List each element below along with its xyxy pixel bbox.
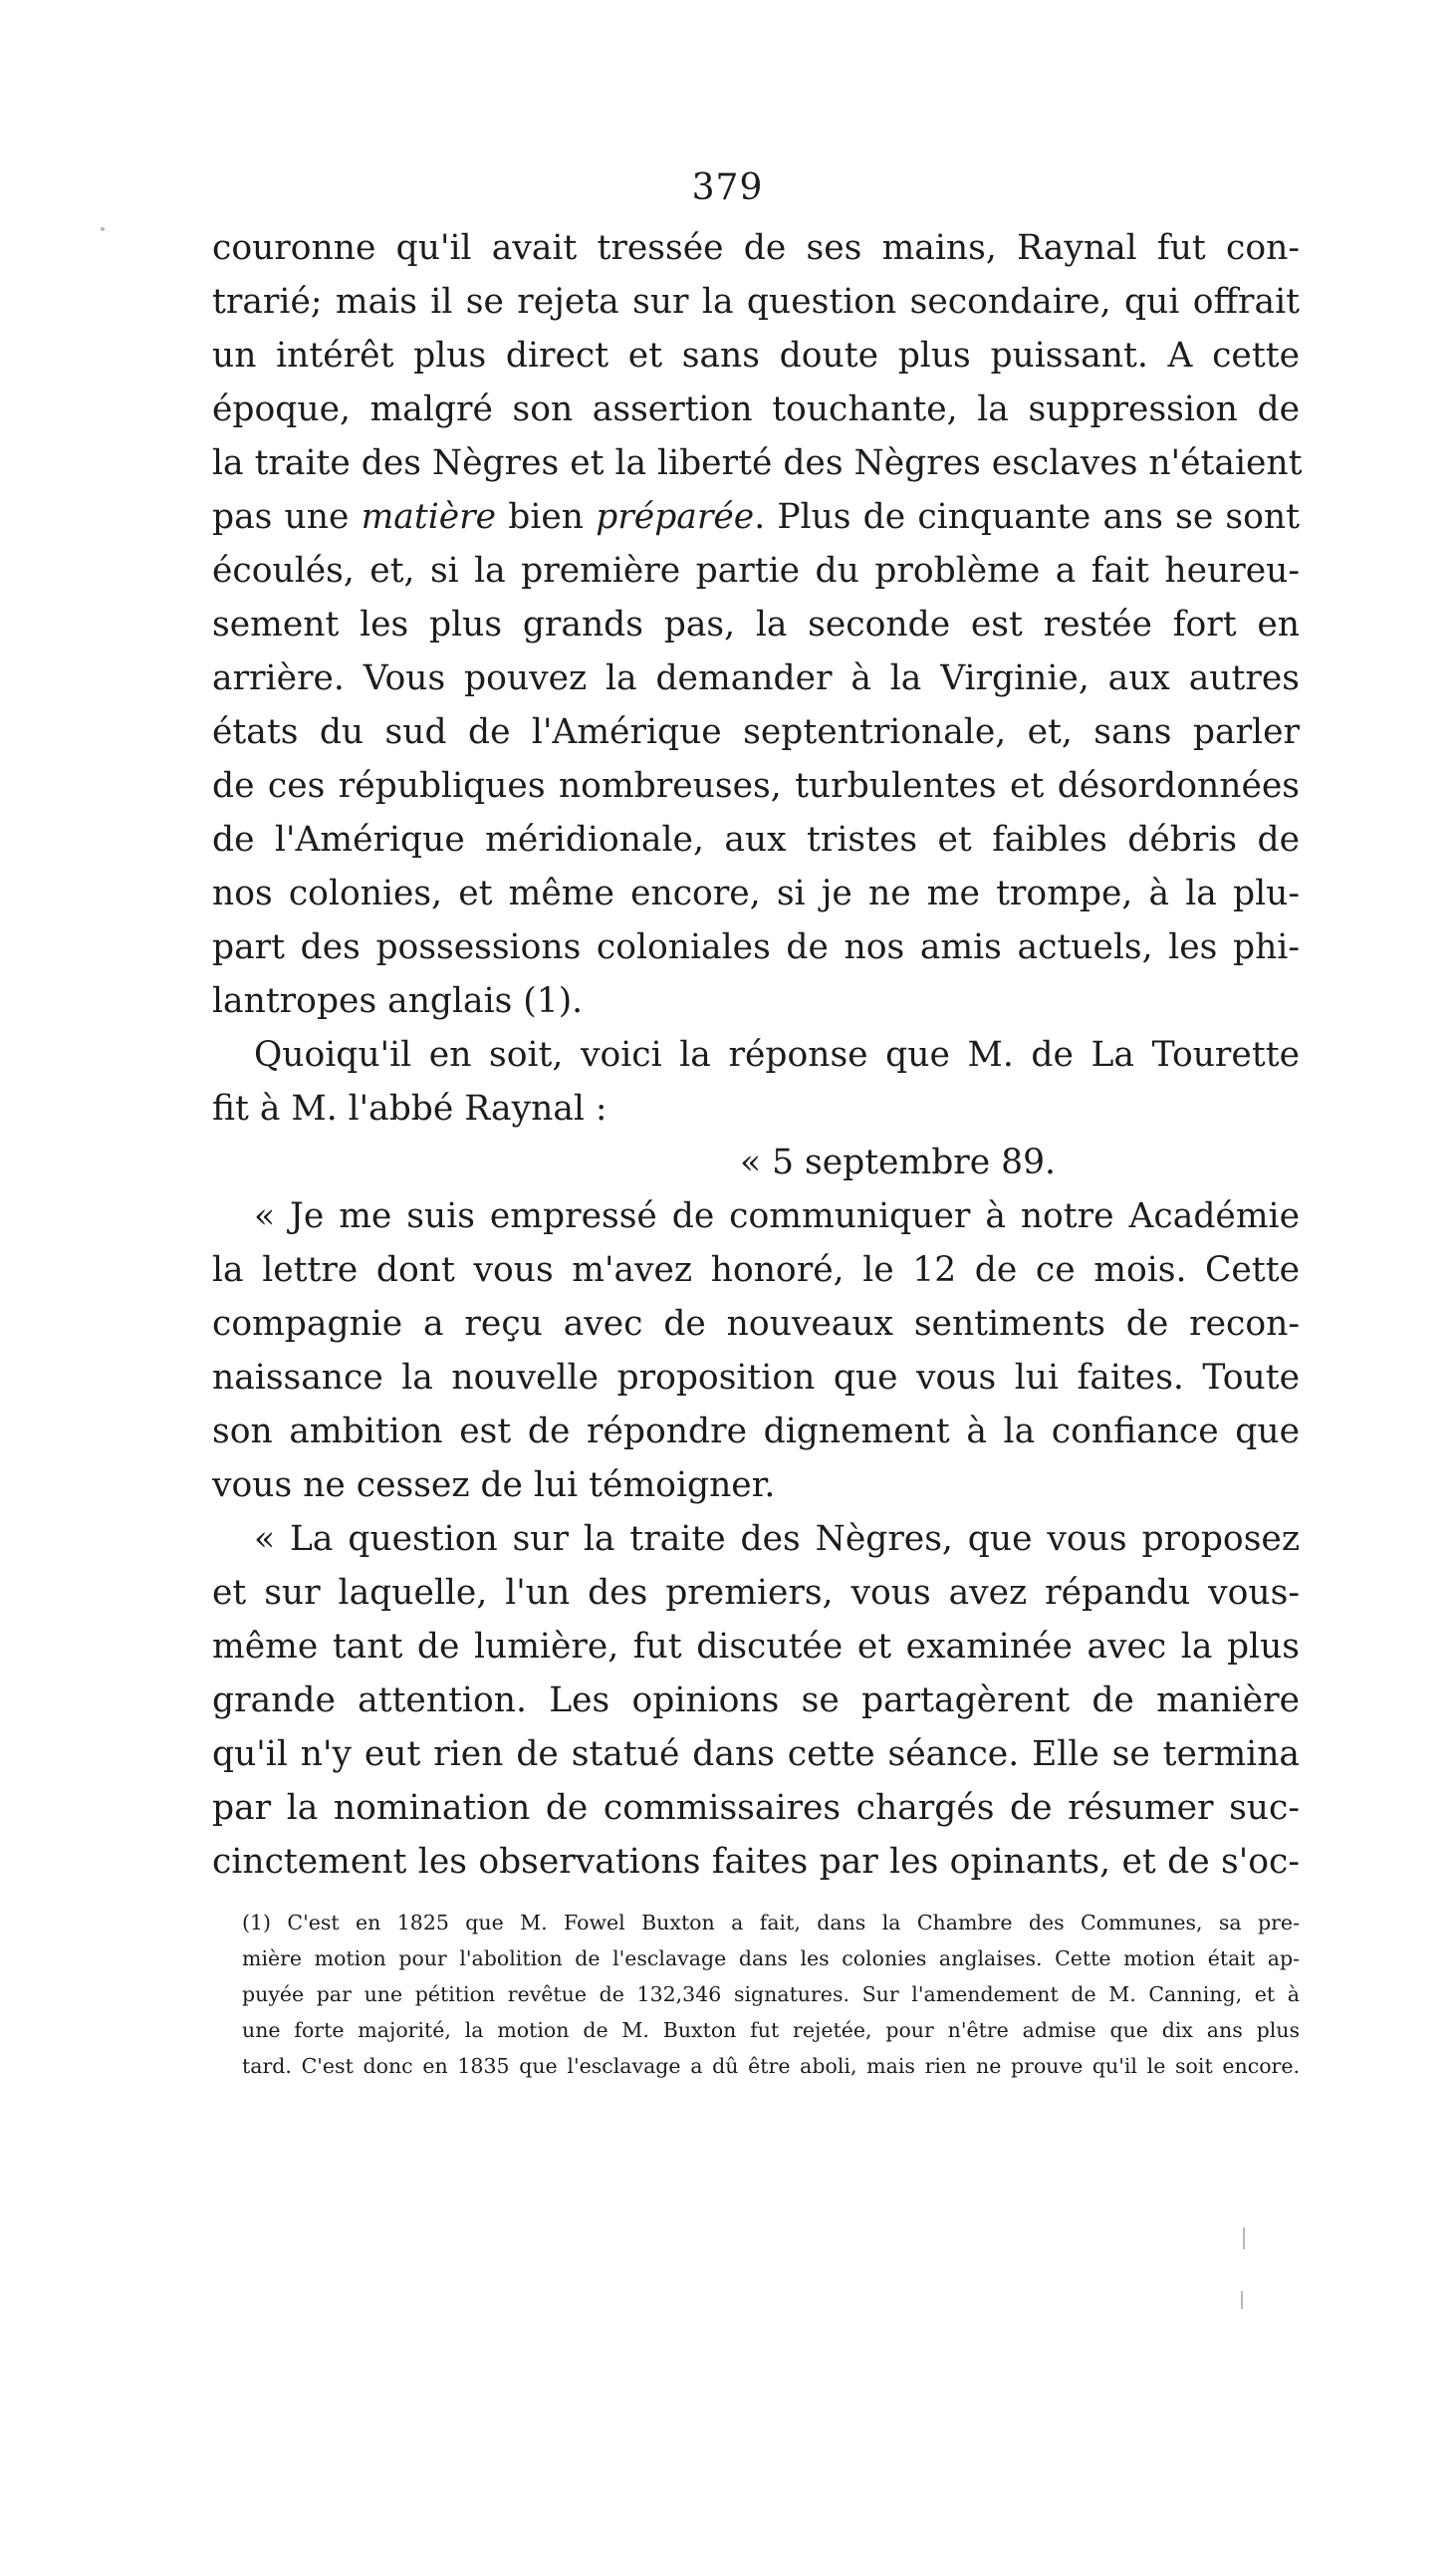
text-line: naissance la nouvelle proposition que vous lui faites. Toute bbox=[212, 1358, 1300, 1398]
text-line: part des possessions coloniales de nos amis actuels, les phi- bbox=[212, 927, 1300, 967]
footnote-line: (1) C'est en 1825 que M. Fowel Buxton a fait, dans la Chambre des Communes, sa pre- bbox=[242, 1911, 1300, 1934]
text-line: de ces républiques nombreuses, turbulentes et désordonnées bbox=[212, 766, 1300, 806]
text-line: par la nomination de commissaires chargés de résumer suc- bbox=[212, 1788, 1300, 1828]
text-line: un intérêt plus direct et sans doute plus puissant. A cette bbox=[212, 336, 1300, 376]
footnote-line: puyée par une pétition revêtue de 132,346 signatures. Sur l'amendement de M. Canning, et à bbox=[242, 1982, 1300, 2006]
text-line: Quoiqu'il en soit, voici la réponse que M. de La Tourette bbox=[254, 1035, 1300, 1075]
italic-word: matière bbox=[361, 497, 497, 537]
scan-speck bbox=[1243, 2227, 1245, 2249]
text-line: écoulés, et, si la première partie du problème a fait heureu- bbox=[212, 551, 1300, 591]
text-line: couronne qu'il avait tressée de ses mains, Raynal fut con- bbox=[212, 228, 1300, 268]
text-line: lantropes anglais (1). bbox=[212, 981, 584, 1021]
text-line: trarié; mais il se rejeta sur la question secondaire, qui offrait bbox=[212, 282, 1300, 322]
scan-speck bbox=[1241, 2291, 1243, 2309]
text-fragment: pas une bbox=[212, 497, 362, 537]
text-fragment: . Plus de cinquante ans se sont bbox=[754, 497, 1300, 537]
text-line: même tant de lumière, fut discutée et examinée avec la plus bbox=[212, 1627, 1300, 1667]
italic-word: préparée bbox=[596, 497, 755, 537]
text-line: « La question sur la traite des Nègres, que vous proposez bbox=[254, 1519, 1300, 1559]
text-line: qu'il n'y eut rien de statué dans cette séance. Elle se termina bbox=[212, 1734, 1300, 1774]
text-line: époque, malgré son assertion touchante, la suppression de bbox=[212, 389, 1300, 429]
text-line: grande attention. Les opinions se partagèrent de manière bbox=[212, 1680, 1300, 1720]
footnote-line: une forte majorité, la motion de M. Buxton fut rejetée, pour n'être admise que dix ans plus bbox=[242, 2018, 1300, 2042]
text-line: états du sud de l'Amérique septentrionale, et, sans parler bbox=[212, 712, 1300, 752]
text-line: cinctement les observations faites par les opinants, et de s'oc- bbox=[212, 1842, 1300, 1882]
text-line: compagnie a reçu avec de nouveaux sentiments de recon- bbox=[212, 1304, 1300, 1344]
footnote-line: mière motion pour l'abolition de l'esclavage dans les colonies anglaises. Cette motion était ap- bbox=[242, 1946, 1300, 1970]
body-text bbox=[212, 221, 1303, 1889]
text-line-italic-words bbox=[212, 490, 1300, 544]
text-line: de l'Amérique méridionale, aux tristes et faibles débris de bbox=[212, 820, 1300, 860]
scan-speck bbox=[101, 227, 105, 231]
footnote bbox=[242, 1905, 1300, 2084]
text-line: sement les plus grands pas, la seconde est restée fort en bbox=[212, 605, 1300, 644]
text-line: et sur laquelle, l'un des premiers, vous avez répandu vous- bbox=[212, 1573, 1300, 1613]
letter-date: « 5 septembre 89. bbox=[740, 1143, 1057, 1182]
text-line: fit à M. l'abbé Raynal : bbox=[212, 1089, 607, 1129]
page-number: 379 bbox=[691, 167, 764, 208]
text-line: vous ne cessez de lui témoigner. bbox=[212, 1465, 776, 1505]
text-line: la traite des Nègres et la liberté des Nègres esclaves n'étaient bbox=[212, 443, 1303, 483]
text-fragment: bien bbox=[496, 497, 597, 537]
footnote-line: tard. C'est donc en 1835 que l'esclavage a dû être aboli, mais rien ne prouve qu'il le soit encore. bbox=[242, 2054, 1300, 2078]
text-line: arrière. Vous pouvez la demander à la Virginie, aux autres bbox=[212, 658, 1300, 698]
text-line: son ambition est de répondre dignement à la confiance que bbox=[212, 1412, 1300, 1451]
text-line: nos colonies, et même encore, si je ne me trompe, à la plu- bbox=[212, 874, 1300, 913]
text-line: la lettre dont vous m'avez honoré, le 12 de ce mois. Cette bbox=[212, 1250, 1300, 1290]
text-line: « Je me suis empressé de communiquer à notre Académie bbox=[254, 1196, 1300, 1236]
